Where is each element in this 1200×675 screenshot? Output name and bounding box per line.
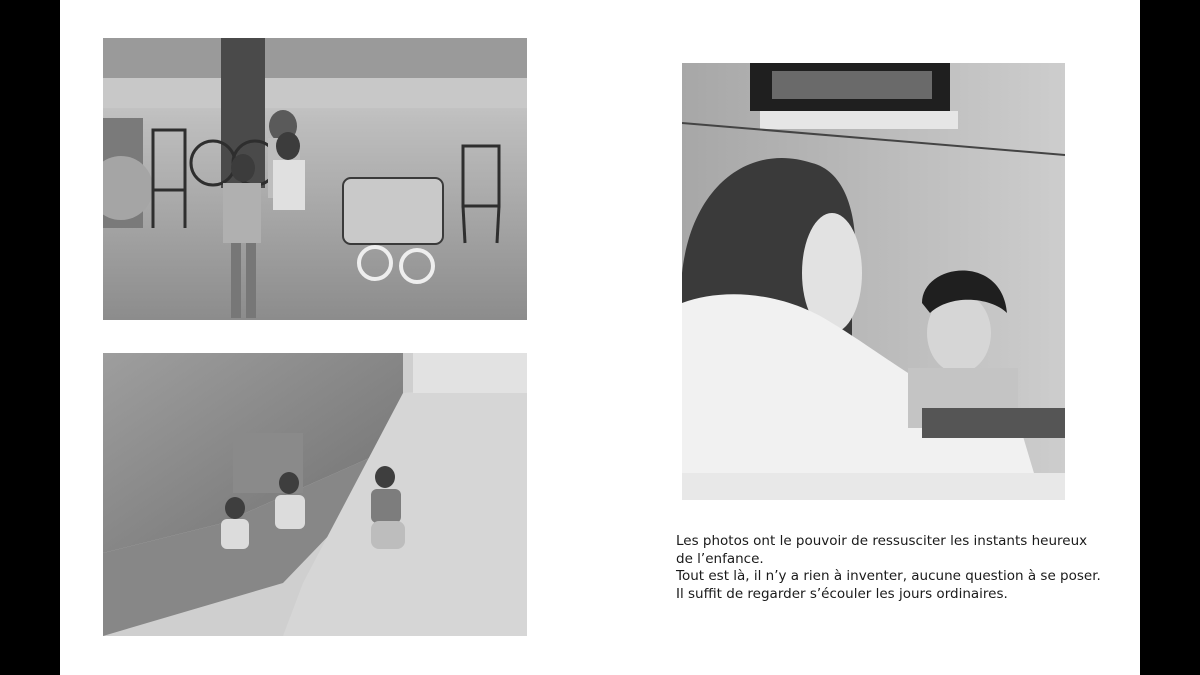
grandmother-and-child-photo [682, 63, 1065, 500]
caption-line-3: Tout est là, il n’y a rien à inventer, aucune question à se poser. [676, 568, 1101, 584]
caption-line-4: Il suffit de regarder s’écouler les jours ordinaires. [676, 585, 1008, 602]
family-outdoor-pram-photo [103, 38, 527, 320]
caption-line-1: Les photos ont le pouvoir de ressusciter les instants heureux [676, 533, 1088, 549]
caption-text [676, 533, 1116, 603]
children-playing-street-photo [103, 353, 527, 636]
album-page [60, 0, 1140, 675]
caption-line-2: de l’enfance. [676, 550, 764, 567]
